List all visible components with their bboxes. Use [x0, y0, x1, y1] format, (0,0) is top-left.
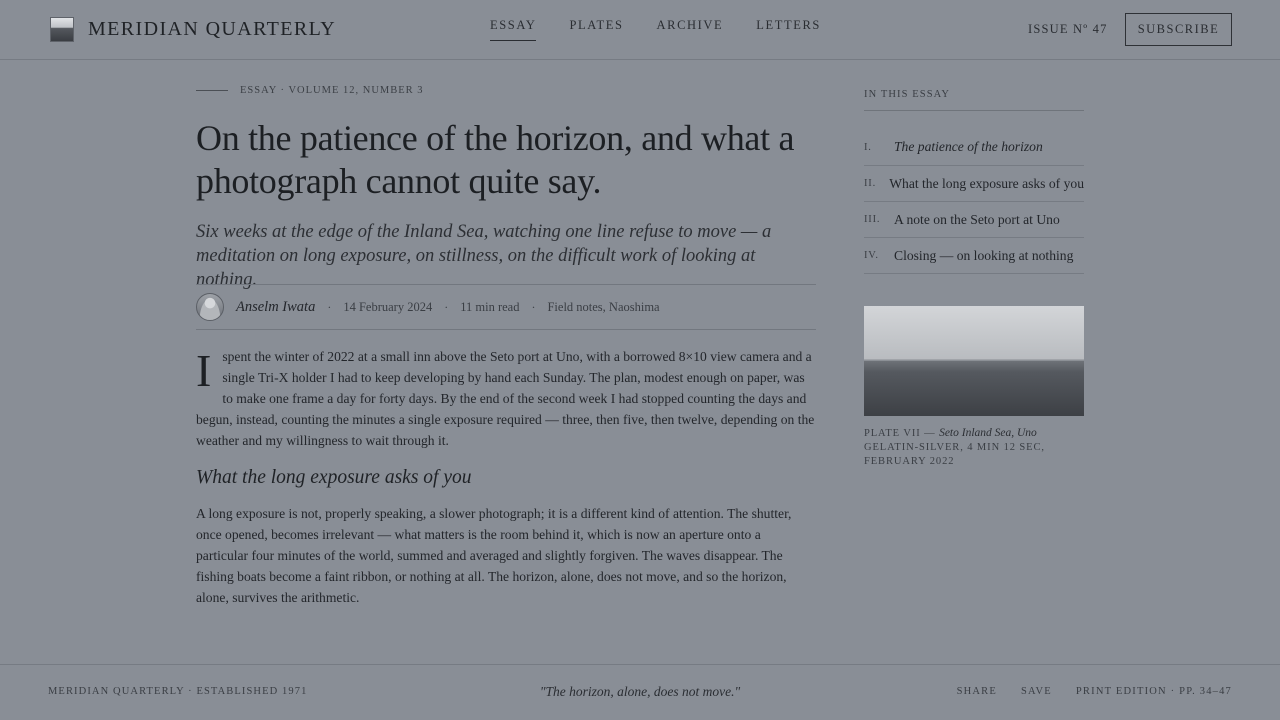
plate-photograph[interactable] [864, 306, 1084, 416]
toc-number: III. [864, 214, 881, 225]
toc-number: II. [864, 178, 877, 189]
brand[interactable] [50, 17, 336, 42]
toc-heading: IN THIS ESSAY [864, 89, 1084, 111]
article-dek: Six weeks at the edge of the Inland Sea, watching one line refuse to move — a meditation on long exposure, on stillness, on the difficult work of looking at nothing. [196, 222, 772, 290]
horizon-line [864, 360, 1084, 361]
separator-dot: · [327, 299, 332, 314]
kicker-row [196, 85, 424, 96]
nav-archive[interactable]: ARCHIVE [656, 18, 724, 32]
print-edition-link[interactable]: PRINT EDITION · PP. 34–47 [1075, 686, 1232, 697]
site-header [0, 0, 1280, 60]
issue-number: ISSUE Nº 47 [1028, 22, 1108, 36]
toc-number: I. [864, 141, 872, 153]
main-nav [490, 18, 854, 41]
paragraph-1-text: spent the winter of 2022 at a small inn above the Seto port at Uno, with a borrowed 8×10 view camera and a single Tri-X holder I had to keep developing by hand each Sunday. The plan, modest enough on paper, was to make one frame a day for forty days. By the end of the second week I had stopped counting the days and begun, instead, counting the minutes a single exposure required — three, then five, then twelve, depending on the weather and my willingness to wait through it. [196, 349, 815, 448]
footer-masthead: MERIDIAN QUARTERLY · ESTABLISHED 1971 [48, 686, 308, 697]
share-link[interactable]: SHARE [956, 686, 998, 697]
plate-details: GELATIN-SILVER, 4 MIN 12 SEC, FEBRUARY 2022 [864, 442, 1045, 467]
toc-label: The patience of the horizon [894, 139, 1043, 154]
toc-label: What the long exposure asks of you [889, 175, 1084, 191]
toc-label: Closing — on looking at nothing [894, 247, 1074, 263]
footer-quote: "The horizon, alone, does not move." [539, 684, 741, 699]
toc-item-3[interactable] [864, 202, 1084, 238]
toc-item-4[interactable] [864, 238, 1084, 274]
nav-essay[interactable]: ESSAY [490, 18, 536, 41]
plate-place: Seto Inland Sea, Uno [939, 427, 1037, 439]
toc-item-1[interactable] [864, 129, 1084, 166]
table-of-contents [864, 129, 1084, 274]
toc-item-2[interactable] [864, 166, 1084, 202]
article-title: On the patience of the horizon, and what a photograph cannot quite say. [196, 118, 795, 201]
nav-letters[interactable]: LETTERS [756, 18, 821, 32]
plate-label: PLATE VII — [864, 428, 936, 439]
paragraph-1 [196, 346, 816, 451]
brand-logo-icon [50, 17, 74, 42]
section-heading: What the long exposure asks of you [196, 467, 472, 488]
nav-plates[interactable]: PLATES [569, 18, 624, 32]
kicker: ESSAY · VOLUME 12, NUMBER 3 [240, 85, 424, 96]
toc-label: A note on the Seto port at Uno [894, 211, 1060, 227]
author-name[interactable]: Anselm Iwata [236, 298, 316, 315]
plate-caption [864, 426, 1084, 469]
footer-actions [933, 686, 1232, 697]
toc-number: IV. [864, 250, 879, 261]
brand-name: MERIDIAN QUARTERLY [88, 18, 337, 40]
read-time: 11 min read [460, 299, 520, 314]
save-link[interactable]: SAVE [1021, 686, 1052, 697]
site-footer [0, 664, 1280, 720]
kicker-rule [196, 90, 228, 91]
drop-cap: I [196, 345, 212, 396]
byline [196, 284, 816, 330]
subscribe-button[interactable]: SUBSCRIBE [1125, 13, 1232, 46]
separator-dot: · [444, 299, 449, 314]
section-label[interactable]: Field notes, Naoshima [547, 299, 660, 314]
paragraph-2: A long exposure is not, properly speaking, a slower photograph; it is a different kind of attention. The shutter, once opened, becomes irrelevant — what matters is the room behind it, which is now an aperture onto a particular four minutes of the world, summed and averaged and slightly forgiven. The waves disappear. The fishing boats become a faint ribbon, or nothing at all. The horizon, alone, does not move, and so the horizon, alone, survives the arithmetic. [196, 506, 792, 605]
author-avatar[interactable] [196, 293, 224, 321]
publish-date: 14 February 2024 [343, 299, 433, 314]
separator-dot: · [531, 299, 536, 314]
